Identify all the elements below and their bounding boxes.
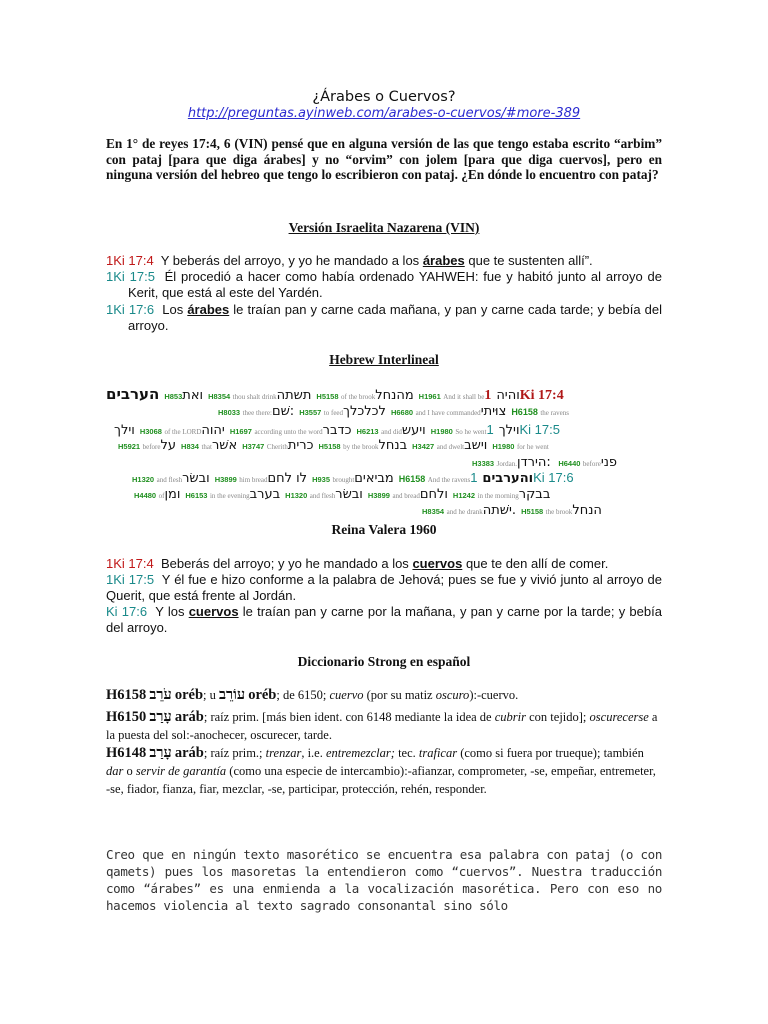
inter-l1 — [106, 385, 564, 404]
inter-word: תשתה — [276, 388, 312, 403]
gloss: him bread — [239, 476, 268, 484]
strong-code[interactable]: H1697 — [229, 427, 252, 436]
gloss: the ravens — [540, 409, 569, 417]
strong-code[interactable]: H3747 — [242, 442, 265, 451]
inter-word: ואת — [182, 388, 204, 403]
inter-l6 — [132, 470, 574, 486]
vin-v4-key: árabes — [422, 253, 465, 268]
inter-l8 — [422, 503, 602, 518]
inter-l7 — [134, 487, 550, 502]
inter-l4 — [118, 438, 549, 453]
transliteration: aráb — [174, 709, 204, 725]
inter-word: בבקר — [518, 487, 551, 502]
text: (como si fuera por trueque); también — [460, 746, 644, 760]
text: ; raíz prim.; — [203, 746, 263, 760]
vin-ref-5[interactable]: 1Ki 17:5 — [106, 269, 155, 284]
vin-ref-4[interactable]: 1Ki 17:4 — [106, 253, 154, 268]
strong-code[interactable]: H1320 — [132, 475, 155, 484]
source-url — [0, 106, 768, 121]
rv-ref-4[interactable]: 1Ki 17:4 — [106, 556, 154, 571]
vin-v4-post: que te sustenten allí”. — [468, 253, 593, 268]
hebrew-word: עָרַב — [149, 745, 172, 761]
text: a la puesta del sol:-anochecer, oscurecer, tarde. — [106, 710, 658, 742]
inter-word: על — [160, 438, 177, 453]
gloss: And the ravens — [427, 476, 471, 484]
inter-word: לכלכלך — [343, 404, 386, 419]
gloss: Jordan. — [496, 460, 518, 468]
inter-l2 — [218, 404, 569, 419]
transliteration: oréb — [174, 687, 204, 703]
inter-word: וילך — [498, 423, 520, 438]
strong-code[interactable]: H935 — [312, 475, 330, 484]
interlinear-heading: Hebrew Interlineal — [329, 352, 439, 367]
italic-text: entremezclar; — [325, 746, 395, 760]
gloss: of the LORD — [164, 428, 202, 436]
text: con tejido]; — [529, 710, 587, 724]
italic-text: trenzar — [265, 746, 302, 760]
strong-code[interactable]: H8354 — [208, 392, 231, 401]
text: , i.e. — [301, 746, 323, 760]
gloss: for he went — [516, 443, 549, 451]
inter-ref-5[interactable]: 1Ki 17:5 — [486, 422, 560, 437]
intro-question: En 1° de reyes 17:4, 6 (VIN) pensé que en alguna versión de las que tengo estaba escrito “arbim” con pataj [para que diga árabes] y no “orvim” con jolem [para que diga cuervos], pero en ninguna versión del hebreo que tengo lo escribieron con pataj. ¿En dónde lo encuentro con pataj? — [106, 136, 662, 182]
gloss: And it shall be — [443, 393, 485, 401]
vin-ref-6[interactable]: 1Ki 17:6 — [106, 302, 155, 317]
strong-code[interactable]: H1961 — [418, 392, 441, 401]
gloss: and I have commanded — [415, 409, 481, 417]
gloss: of — [158, 492, 165, 500]
gloss: to feed — [323, 409, 344, 417]
rv-v4-pre: Beberás del arroyo; y yo he mandado a los — [160, 556, 409, 571]
strong-code[interactable]: H6213 — [356, 427, 379, 436]
strong-entry-h6150 — [106, 708, 662, 744]
document-title: ¿Árabes o Cuervos? — [312, 89, 456, 105]
text: ; de 6150; — [276, 688, 327, 702]
italic-text: servir de garantía — [135, 764, 227, 778]
strong-code[interactable]: H834 — [181, 442, 199, 451]
transliteration: oréb — [248, 687, 277, 703]
strong-code[interactable]: H6153 — [185, 491, 208, 500]
transliteration: aráb — [174, 745, 204, 761]
italic-text: cuervo — [329, 688, 364, 702]
strong-heading: Diccionario Strong en español — [297, 654, 471, 669]
strong-code[interactable]: H3899 — [367, 491, 390, 500]
gloss: Cherith — [266, 443, 288, 451]
strong-code[interactable]: H5158 — [318, 442, 341, 451]
strong-code[interactable]: H3427 — [412, 442, 435, 451]
vin-verse-6 — [106, 302, 662, 333]
gloss: and he drank — [446, 508, 483, 516]
rv-v4-post: que te den allí de comer. — [465, 556, 609, 571]
closing-paragraph: Creo que en ningún texto masorético se encuentra esa palabra con pataj (o con qamets) pues los masoretas la entendieron como “cuervos”. Nuestra traducción como “árabes” es una enmienda a la vocalización masorética. Pero con eso no hacemos violencia al texto sagrado consonantal sino sólo — [106, 847, 662, 913]
strong-code[interactable]: H5158 — [316, 392, 339, 401]
gloss: brought — [332, 476, 355, 484]
inter-word: צוּיתי — [480, 404, 507, 419]
rv-ref-6[interactable]: Ki 17:6 — [106, 604, 148, 619]
rv-v6-key: cuervos — [188, 604, 239, 619]
gloss: by the brook — [343, 443, 379, 451]
inter-word: וישב — [464, 438, 488, 453]
inter-ref-6[interactable]: 1Ki 17:6 — [470, 470, 574, 485]
gloss: thee there: — [242, 409, 272, 417]
rv-v5-text: Y él fue e hizo conforme a la palabra de Jehová; pues se fue y vivió junto al arroyo de Querit, que está frente al Jordán. — [106, 572, 663, 603]
strong-entry-h6158 — [106, 686, 662, 704]
inter-word: ובשׂר — [335, 487, 363, 502]
inter-word: מהנחל — [375, 388, 414, 403]
italic-text: cubrir — [494, 710, 526, 724]
text: ):-cuervo. — [469, 688, 519, 702]
gloss: and flesh — [156, 476, 183, 484]
strong-code[interactable]: H1242 — [452, 491, 476, 500]
inter-ref-4[interactable]: 1Ki 17:4 — [484, 388, 564, 403]
text: ; u — [203, 688, 216, 702]
strong-entry-h6148 — [106, 744, 662, 798]
strong-code[interactable]: H8354 — [422, 507, 445, 516]
gloss: thou shalt drink — [232, 393, 277, 401]
gloss: and did — [381, 428, 402, 436]
rv-verse-6 — [106, 604, 662, 635]
text: (por su matiz — [366, 688, 433, 702]
strong-code[interactable]: H3383 — [472, 459, 495, 468]
inter-word: בערב — [249, 487, 281, 502]
strong-code[interactable]: H1980 — [492, 442, 515, 451]
rv-heading: Reina Valera 1960 — [331, 522, 437, 537]
inter-word: הירדן: — [517, 455, 551, 470]
vin-v5-text: Él procedió a hacer como había ordenado YAHWEH: fue y habitó junto al arroyo de Kerit, que está al este del Yardén. — [128, 269, 662, 300]
rv-ref-5[interactable]: 1Ki 17:5 — [106, 572, 155, 587]
inter-word: ובשׂר — [182, 471, 210, 486]
rv-v6-post: le traían pan y carne por la mañana, y pan y carne por la tarde; y bebía del arroyo. — [106, 604, 662, 635]
strong-code[interactable]: H1320 — [285, 491, 308, 500]
gloss: in the evening — [209, 492, 250, 500]
gloss: according unto the word — [254, 428, 323, 436]
inter-word: פני — [600, 455, 618, 470]
text: (como una especie de intercambio):-afianzar, comprometer, -se, empeñar, entremeter, -se, fiador, fianza, fiar, mezclar, -se, participar, protección, rehén, responder. — [106, 764, 656, 796]
inter-word: ומן — [164, 487, 181, 502]
strong-code[interactable]: H4480 — [134, 491, 157, 500]
rv-v4-key: cuervos — [412, 556, 463, 571]
gloss: So he went — [455, 428, 487, 436]
gloss: and bread — [392, 492, 420, 500]
vin-v6-post: le traían pan y carne cada mañana, y pan y carne cada tarde; y bebía del arroyo. — [128, 302, 662, 333]
italic-text: oscurecerse — [589, 710, 649, 724]
strong-code[interactable]: H6158 — [511, 407, 538, 417]
strong-number: H6148 — [106, 745, 147, 761]
text: o — [126, 764, 133, 778]
inter-word: והיה — [496, 388, 520, 403]
inter-word: יהוה — [201, 423, 225, 438]
gloss: the brook — [545, 508, 573, 516]
gloss: before — [582, 460, 601, 468]
hebrew-word: עוֹרֵב — [219, 687, 246, 703]
inter-word: ויעש — [401, 423, 426, 438]
italic-text: traficar — [418, 746, 458, 760]
inter-word: ולחם — [419, 487, 448, 502]
gloss: in the morning — [477, 492, 519, 500]
inter-l3 — [114, 422, 560, 438]
inter-word: וילך — [114, 423, 135, 438]
italic-text: dar — [106, 764, 124, 778]
rv-verse-4 — [106, 556, 662, 572]
inter-word: ישׁתה. — [482, 503, 517, 518]
strong-code[interactable]: H853 — [164, 392, 183, 401]
strong-code[interactable]: H6440 — [558, 459, 581, 468]
gloss: of the brook — [341, 393, 376, 401]
strong-code[interactable]: H3068 — [139, 427, 162, 436]
strong-code[interactable]: H6680 — [390, 408, 414, 417]
vin-verse-4 — [106, 253, 662, 269]
inter-word: שׁם: — [271, 404, 295, 419]
inter-word: והערבים — [482, 471, 534, 486]
italic-text: oscuro — [435, 688, 470, 702]
strong-code[interactable]: H5158 — [521, 507, 544, 516]
rv-verse-5 — [106, 572, 662, 603]
strong-code[interactable]: H1980 — [430, 427, 453, 436]
strong-code[interactable]: H8033 — [218, 408, 241, 417]
inter-word: מביאים — [354, 471, 394, 486]
source-link[interactable]: http://preguntas.ayinweb.com/arabes-o-cuervos/#more-389 — [187, 106, 581, 121]
vin-v4-text: Y beberás del arroyo, y yo he mandado a los — [160, 253, 420, 268]
inter-word: לו לחם — [267, 471, 308, 486]
inter-word: אשׁר — [211, 438, 238, 453]
gloss: before — [142, 443, 161, 451]
text: tec. — [398, 746, 416, 760]
gloss: and dwelt — [436, 443, 465, 451]
strong-code[interactable]: H6158 — [398, 474, 426, 484]
inter-word: כדבר — [322, 423, 352, 438]
strong-number: H6150 — [106, 709, 147, 725]
strong-code[interactable]: H5921 — [118, 442, 141, 451]
strong-code[interactable]: H3899 — [214, 475, 237, 484]
inter-l5 — [472, 455, 617, 470]
text: ; raíz prim. [más bien ident. con 6148 mediante la idea de — [203, 710, 492, 724]
vin-heading: Versión Israelita Nazarena (VIN) — [288, 220, 480, 235]
inter-word: כרית — [287, 438, 314, 453]
inter-word: בנחל — [378, 438, 408, 453]
strong-number: H6158 — [106, 687, 147, 703]
hebrew-word: עָרַב — [149, 709, 172, 725]
hebrew-word: עֹרֵב — [149, 687, 172, 703]
rv-v6-pre: Y los — [155, 604, 185, 619]
vin-verse-5 — [106, 269, 662, 300]
gloss: and flesh — [309, 492, 336, 500]
inter-word: הנחל — [572, 503, 602, 518]
inter-word: הערבים — [106, 385, 160, 403]
strong-code[interactable]: H3557 — [299, 408, 322, 417]
vin-v6-key: árabes — [187, 302, 230, 317]
gloss: that — [201, 443, 212, 451]
vin-v6-pre: Los — [162, 302, 184, 317]
